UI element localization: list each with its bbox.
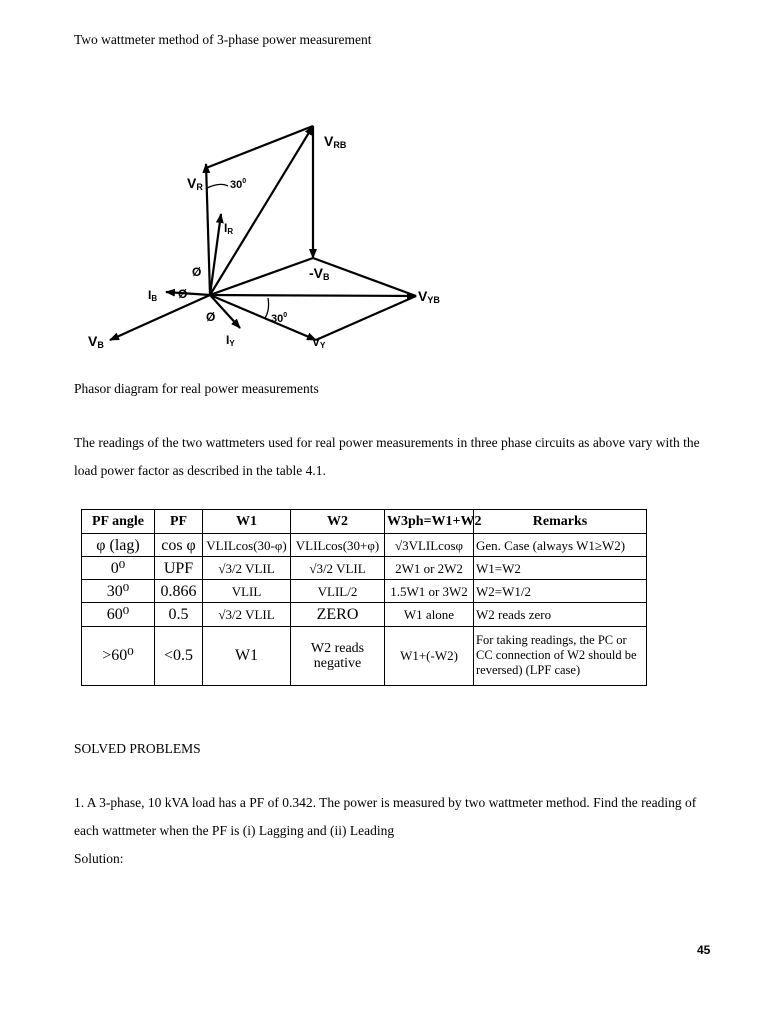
table-cell: ZERO <box>291 603 385 626</box>
table-row <box>82 603 647 626</box>
iy-label: IY <box>226 333 235 348</box>
wattmeter-readings-table <box>81 509 647 686</box>
table-row <box>82 626 647 685</box>
angle-bottom-label: $30^0$ <box>271 312 288 325</box>
phasor-diagram <box>80 118 480 358</box>
table-cell: √3/2 VLIL <box>203 557 291 580</box>
table-cell: W2 reads zero <box>474 603 647 626</box>
neg-vb-label: -VB <box>309 265 330 282</box>
header-w3ph: W3ph=W1+W2 <box>385 510 474 534</box>
table-cell: W1=W2 <box>474 557 647 580</box>
header-w2: W2 <box>291 510 385 534</box>
intro-paragraph: The readings of the two wattmeters used for real power measurements in three phase circuits as above vary with the load power factor as described in the table 4.1. <box>74 435 700 478</box>
neg-vb-to-vyb-line <box>210 258 313 295</box>
ir-phasor <box>210 214 221 295</box>
table-cell: 30⁰ <box>82 580 155 603</box>
header-w1: W1 <box>203 510 291 534</box>
phi-label-1: Ø <box>192 265 202 279</box>
ir-label: IR <box>224 221 234 236</box>
table-cell: √3/2 VLIL <box>291 557 385 580</box>
diagram-caption: Phasor diagram for real power measurements <box>74 381 319 396</box>
table-row <box>82 557 647 580</box>
table-cell: <0.5 <box>155 626 203 685</box>
vy-label: VY <box>312 335 326 350</box>
table-cell: VLIL/2 <box>291 580 385 603</box>
ib-phasor <box>166 292 210 295</box>
solved-problems-heading: SOLVED PROBLEMS <box>74 741 201 756</box>
table-cell: VLILcos(30+φ) <box>291 534 385 557</box>
table-cell: √3/2 VLIL <box>203 603 291 626</box>
angle-arc-top <box>207 184 228 188</box>
table-cell: 0.866 <box>155 580 203 603</box>
header-pf-angle: PF angle <box>82 510 155 534</box>
vyb-label: VYB <box>418 288 440 305</box>
table-row <box>82 534 647 557</box>
table-cell: Gen. Case (always W1≥W2) <box>474 534 647 557</box>
problem-statement: 1. A 3-phase, 10 kVA load has a PF of 0.342. The power is measured by two wattmeter method. Find the reading of each wattmeter when the PF is (i) Lagging and (ii) Leading <box>74 795 697 838</box>
vyb-phasor <box>210 295 416 296</box>
vb-phasor <box>110 295 210 340</box>
vrb-phasor <box>210 126 313 295</box>
vrb-label: VRB <box>324 133 347 150</box>
solution-label: Solution: <box>74 851 124 866</box>
table-cell: W1+(-W2) <box>385 626 474 685</box>
table-header-row <box>82 510 647 534</box>
angle-top-label: $30^0$ <box>230 178 247 191</box>
table-cell: √3VLILcosφ <box>385 534 474 557</box>
table-cell: W2 reads negative <box>291 626 385 685</box>
table-cell: cos φ <box>155 534 203 557</box>
table-row <box>82 580 647 603</box>
table-cell: 0⁰ <box>82 557 155 580</box>
table-cell: W2=W1/2 <box>474 580 647 603</box>
table-cell: For taking readings, the PC or CC connection of W2 should be reversed) (LPF case) <box>474 626 647 685</box>
table-cell: 2W1 or 2W2 <box>385 557 474 580</box>
vr-phasor <box>206 164 210 295</box>
phi-label-3: Ø <box>206 310 216 324</box>
table-cell: UPF <box>155 557 203 580</box>
table-cell: W1 alone <box>385 603 474 626</box>
table-cell: 1.5W1 or 3W2 <box>385 580 474 603</box>
angle-arc-bottom <box>265 298 269 318</box>
table-cell: W1 <box>203 626 291 685</box>
vb-label: VB <box>88 333 104 350</box>
table-cell: 0.5 <box>155 603 203 626</box>
page-number: 45 <box>697 943 711 957</box>
phi-label-2: Ø <box>178 287 188 301</box>
table-cell: φ (lag) <box>82 534 155 557</box>
vr-to-vrb-line <box>206 126 313 168</box>
table-cell: VLIL <box>203 580 291 603</box>
ib-label: IB <box>148 288 158 303</box>
table-cell: >60⁰ <box>82 626 155 685</box>
page-heading: Two wattmeter method of 3-phase power measurement <box>74 32 372 47</box>
vr-label: VR <box>187 175 203 192</box>
vy-to-vyb-line <box>316 296 416 340</box>
table-cell: VLILcos(30-φ) <box>203 534 291 557</box>
header-pf: PF <box>155 510 203 534</box>
header-remarks: Remarks <box>474 510 647 534</box>
table-cell: 60⁰ <box>82 603 155 626</box>
